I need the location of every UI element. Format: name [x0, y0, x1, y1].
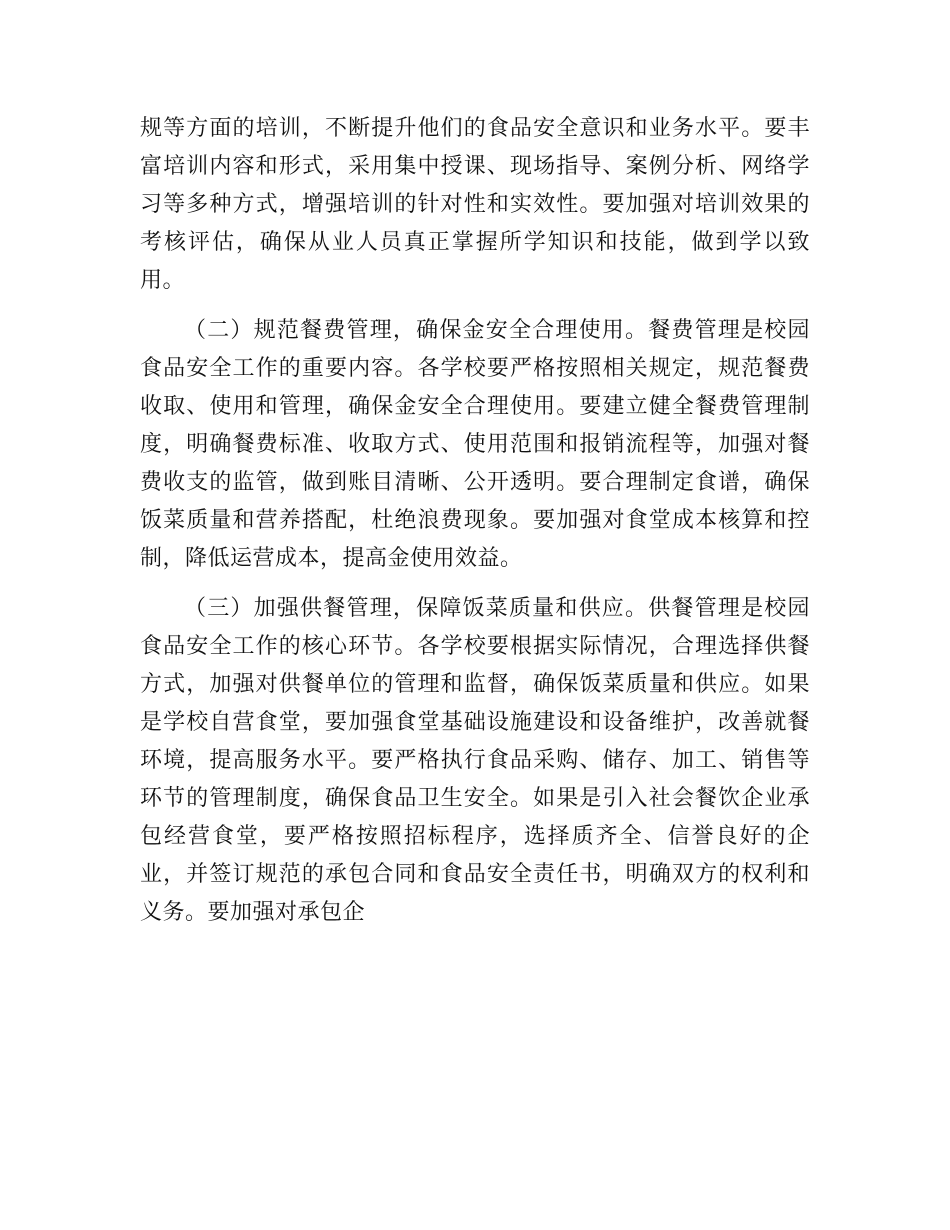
- document-body: [140, 110, 810, 944]
- paragraph-meal-supply-management: （三）加强供餐管理，保障饭菜质量和供应。供餐管理是校园食品安全工作的核心环节。各学校要根据实际情况，合理选择供餐方式，加强对供餐单位的管理和监督，确保饭菜质量和供应。如果是学校自营食堂，要加强食堂基础设施建设和设备维护，改善就餐环境，提高服务水平。要严格执行食品采购、储存、加工、销售等环节的管理制度，确保食品卫生安全。如果是引入社会餐饮企业承包经营食堂，要严格按照招标程序，选择质齐全、信誉良好的企业，并签订规范的承包合同和食品安全责任书，明确双方的权利和义务。要加强对承包企: [140, 596, 810, 925]
- paragraph-meal-fee-management: （二）规范餐费管理，确保金安全合理使用。餐费管理是校园食品安全工作的重要内容。各学校要严格按照相关规定，规范餐费收取、使用和管理，确保金安全合理使用。要建立健全餐费管理制度，明确餐费标准、收取方式、使用范围和报销流程等，加强对餐费收支的监管，做到账目清晰、公开透明。要合理制定食谱，确保饭菜质量和营养搭配，杜绝浪费现象。要加强对食堂成本核算和控制，降低运营成本，提高金使用效益。: [140, 318, 810, 571]
- paragraph-continuation: 规等方面的培训，不断提升他们的食品安全意识和业务水平。要丰富培训内容和形式，采用集中授课、现场指导、案例分析、网络学习等多种方式，增强培训的针对性和实效性。要加强对培训效果的考核评估，确保从业人员真正掌握所学知识和技能，做到学以致用。: [140, 116, 810, 293]
